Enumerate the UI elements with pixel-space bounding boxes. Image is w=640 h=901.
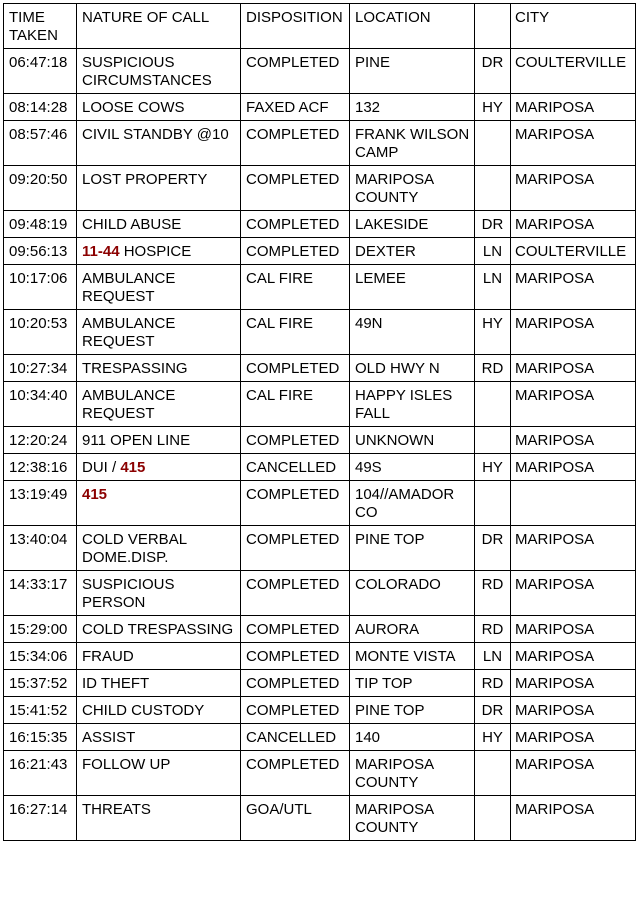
header-nature-of-call: NATURE OF CALL xyxy=(77,4,241,49)
cell-location: LAKESIDE xyxy=(350,211,475,238)
cell-time-taken: 10:34:40 xyxy=(4,382,77,427)
cell-suffix: HY xyxy=(475,310,511,355)
cell-time-taken: 15:41:52 xyxy=(4,697,77,724)
table-row xyxy=(4,616,636,643)
header-location: LOCATION xyxy=(350,4,475,49)
cell-suffix: DR xyxy=(475,526,511,571)
cell-city: MARIPOSA xyxy=(511,616,636,643)
cell-disposition: CANCELLED xyxy=(241,724,350,751)
cell-disposition: COMPLETED xyxy=(241,211,350,238)
cell-suffix: HY xyxy=(475,454,511,481)
cell-city: MARIPOSA xyxy=(511,526,636,571)
penal-code: 415 xyxy=(82,486,108,503)
table-row xyxy=(4,796,636,841)
cell-disposition: COMPLETED xyxy=(241,697,350,724)
cell-city: COULTERVILLE xyxy=(511,238,636,265)
table-row xyxy=(4,571,636,616)
cell-disposition: COMPLETED xyxy=(241,526,350,571)
cell-location: UNKNOWN xyxy=(350,427,475,454)
cell-city: MARIPOSA xyxy=(511,724,636,751)
cell-nature-of-call: ID THEFT xyxy=(77,670,241,697)
table-row xyxy=(4,211,636,238)
cell-nature-of-call: SUSPICIOUS CIRCUMSTANCES xyxy=(77,49,241,94)
cell-nature-of-call: TRESPASSING xyxy=(77,355,241,382)
cell-nature-of-call: FRAUD xyxy=(77,643,241,670)
cell-location: FRANK WILSON CAMP xyxy=(350,121,475,166)
cell-city: MARIPOSA xyxy=(511,670,636,697)
cell-location: COLORADO xyxy=(350,571,475,616)
table-row xyxy=(4,382,636,427)
nature-text: HOSPICE xyxy=(119,243,192,260)
cell-location: HAPPY ISLES FALL xyxy=(350,382,475,427)
header-city: CITY xyxy=(511,4,636,49)
cell-suffix xyxy=(475,382,511,427)
cell-suffix: RD xyxy=(475,571,511,616)
cell-disposition: COMPLETED xyxy=(241,670,350,697)
cell-disposition: COMPLETED xyxy=(241,166,350,211)
table-row xyxy=(4,121,636,166)
table-row xyxy=(4,670,636,697)
cell-nature-of-call: THREATS xyxy=(77,796,241,841)
cell-time-taken: 15:29:00 xyxy=(4,616,77,643)
cell-city: MARIPOSA xyxy=(511,643,636,670)
cell-disposition: CAL FIRE xyxy=(241,382,350,427)
cell-city: MARIPOSA xyxy=(511,454,636,481)
table-row xyxy=(4,697,636,724)
cell-city: MARIPOSA xyxy=(511,166,636,211)
nature-text: DUI / xyxy=(82,459,121,476)
cell-time-taken: 09:20:50 xyxy=(4,166,77,211)
cell-city: COULTERVILLE xyxy=(511,49,636,94)
cell-suffix xyxy=(475,751,511,796)
call-log-body xyxy=(4,49,636,841)
cell-disposition: COMPLETED xyxy=(241,571,350,616)
cell-city: MARIPOSA xyxy=(511,310,636,355)
cell-disposition: CANCELLED xyxy=(241,454,350,481)
cell-city: MARIPOSA xyxy=(511,571,636,616)
call-log-table xyxy=(3,3,636,841)
cell-time-taken: 15:34:06 xyxy=(4,643,77,670)
table-row xyxy=(4,526,636,571)
cell-nature-of-call: LOST PROPERTY xyxy=(77,166,241,211)
cell-location: AURORA xyxy=(350,616,475,643)
cell-nature-of-call xyxy=(77,238,241,265)
cell-suffix xyxy=(475,121,511,166)
cell-nature-of-call: AMBULANCE REQUEST xyxy=(77,310,241,355)
cell-suffix: RD xyxy=(475,355,511,382)
cell-disposition: GOA/UTL xyxy=(241,796,350,841)
cell-location: TIP TOP xyxy=(350,670,475,697)
cell-location: MONTE VISTA xyxy=(350,643,475,670)
cell-city: MARIPOSA xyxy=(511,265,636,310)
cell-suffix xyxy=(475,481,511,526)
cell-time-taken: 09:48:19 xyxy=(4,211,77,238)
cell-nature-of-call: CHILD ABUSE xyxy=(77,211,241,238)
cell-disposition: CAL FIRE xyxy=(241,310,350,355)
cell-time-taken: 08:57:46 xyxy=(4,121,77,166)
cell-suffix xyxy=(475,796,511,841)
cell-time-taken: 16:15:35 xyxy=(4,724,77,751)
cell-location: 104//AMADOR CO xyxy=(350,481,475,526)
cell-nature-of-call: COLD TRESPASSING xyxy=(77,616,241,643)
cell-nature-of-call xyxy=(77,454,241,481)
penal-code: 415 xyxy=(120,459,146,476)
cell-nature-of-call: CIVIL STANDBY @10 xyxy=(77,121,241,166)
cell-disposition: CAL FIRE xyxy=(241,265,350,310)
cell-nature-of-call xyxy=(77,481,241,526)
cell-location: MARIPOSA COUNTY xyxy=(350,796,475,841)
cell-disposition: COMPLETED xyxy=(241,121,350,166)
cell-time-taken: 15:37:52 xyxy=(4,670,77,697)
cell-suffix: LN xyxy=(475,643,511,670)
cell-disposition: COMPLETED xyxy=(241,751,350,796)
cell-disposition: COMPLETED xyxy=(241,481,350,526)
cell-location: OLD HWY N xyxy=(350,355,475,382)
cell-location: PINE TOP xyxy=(350,697,475,724)
cell-nature-of-call: FOLLOW UP xyxy=(77,751,241,796)
cell-disposition: FAXED ACF xyxy=(241,94,350,121)
cell-city xyxy=(511,481,636,526)
cell-location: PINE TOP xyxy=(350,526,475,571)
table-row xyxy=(4,751,636,796)
cell-time-taken: 10:27:34 xyxy=(4,355,77,382)
cell-time-taken: 16:27:14 xyxy=(4,796,77,841)
cell-city: MARIPOSA xyxy=(511,751,636,796)
cell-suffix xyxy=(475,166,511,211)
cell-location: 132 xyxy=(350,94,475,121)
cell-location: DEXTER xyxy=(350,238,475,265)
table-row xyxy=(4,310,636,355)
cell-nature-of-call: ASSIST xyxy=(77,724,241,751)
cell-disposition: COMPLETED xyxy=(241,616,350,643)
header-suffix xyxy=(475,4,511,49)
table-row xyxy=(4,454,636,481)
cell-time-taken: 12:20:24 xyxy=(4,427,77,454)
cell-time-taken: 13:19:49 xyxy=(4,481,77,526)
penal-code: 11-44 xyxy=(82,243,120,260)
cell-nature-of-call: LOOSE COWS xyxy=(77,94,241,121)
table-row xyxy=(4,49,636,94)
cell-time-taken: 10:20:53 xyxy=(4,310,77,355)
cell-time-taken: 12:38:16 xyxy=(4,454,77,481)
table-row xyxy=(4,238,636,265)
cell-disposition: COMPLETED xyxy=(241,643,350,670)
cell-nature-of-call: SUSPICIOUS PERSON xyxy=(77,571,241,616)
table-row xyxy=(4,643,636,670)
cell-nature-of-call: CHILD CUSTODY xyxy=(77,697,241,724)
cell-time-taken: 06:47:18 xyxy=(4,49,77,94)
table-row xyxy=(4,166,636,211)
cell-city: MARIPOSA xyxy=(511,211,636,238)
cell-suffix: LN xyxy=(475,238,511,265)
cell-suffix: RD xyxy=(475,670,511,697)
cell-disposition: COMPLETED xyxy=(241,355,350,382)
cell-location: 140 xyxy=(350,724,475,751)
cell-suffix xyxy=(475,427,511,454)
cell-suffix: HY xyxy=(475,724,511,751)
cell-city: MARIPOSA xyxy=(511,796,636,841)
cell-disposition: COMPLETED xyxy=(241,238,350,265)
cell-suffix: RD xyxy=(475,616,511,643)
cell-city: MARIPOSA xyxy=(511,94,636,121)
cell-disposition: COMPLETED xyxy=(241,49,350,94)
table-row xyxy=(4,427,636,454)
table-row xyxy=(4,481,636,526)
table-row xyxy=(4,94,636,121)
cell-city: MARIPOSA xyxy=(511,121,636,166)
cell-nature-of-call: 911 OPEN LINE xyxy=(77,427,241,454)
cell-location: LEMEE xyxy=(350,265,475,310)
table-row xyxy=(4,355,636,382)
header-disposition: DISPOSITION xyxy=(241,4,350,49)
cell-suffix: DR xyxy=(475,49,511,94)
header-time-taken: TIME TAKEN xyxy=(4,4,77,49)
cell-suffix: DR xyxy=(475,697,511,724)
cell-nature-of-call: AMBULANCE REQUEST xyxy=(77,265,241,310)
cell-time-taken: 08:14:28 xyxy=(4,94,77,121)
cell-suffix: DR xyxy=(475,211,511,238)
cell-suffix: LN xyxy=(475,265,511,310)
cell-city: MARIPOSA xyxy=(511,355,636,382)
cell-location: 49N xyxy=(350,310,475,355)
cell-suffix: HY xyxy=(475,94,511,121)
header-row xyxy=(4,4,636,49)
cell-nature-of-call: COLD VERBAL DOME.DISP. xyxy=(77,526,241,571)
cell-disposition: COMPLETED xyxy=(241,427,350,454)
cell-time-taken: 14:33:17 xyxy=(4,571,77,616)
table-row xyxy=(4,265,636,310)
cell-city: MARIPOSA xyxy=(511,382,636,427)
cell-location: MARIPOSA COUNTY xyxy=(350,166,475,211)
cell-nature-of-call: AMBULANCE REQUEST xyxy=(77,382,241,427)
cell-location: 49S xyxy=(350,454,475,481)
table-row xyxy=(4,724,636,751)
cell-time-taken: 13:40:04 xyxy=(4,526,77,571)
cell-time-taken: 09:56:13 xyxy=(4,238,77,265)
cell-time-taken: 10:17:06 xyxy=(4,265,77,310)
cell-city: MARIPOSA xyxy=(511,427,636,454)
cell-city: MARIPOSA xyxy=(511,697,636,724)
cell-location: MARIPOSA COUNTY xyxy=(350,751,475,796)
cell-time-taken: 16:21:43 xyxy=(4,751,77,796)
cell-location: PINE xyxy=(350,49,475,94)
